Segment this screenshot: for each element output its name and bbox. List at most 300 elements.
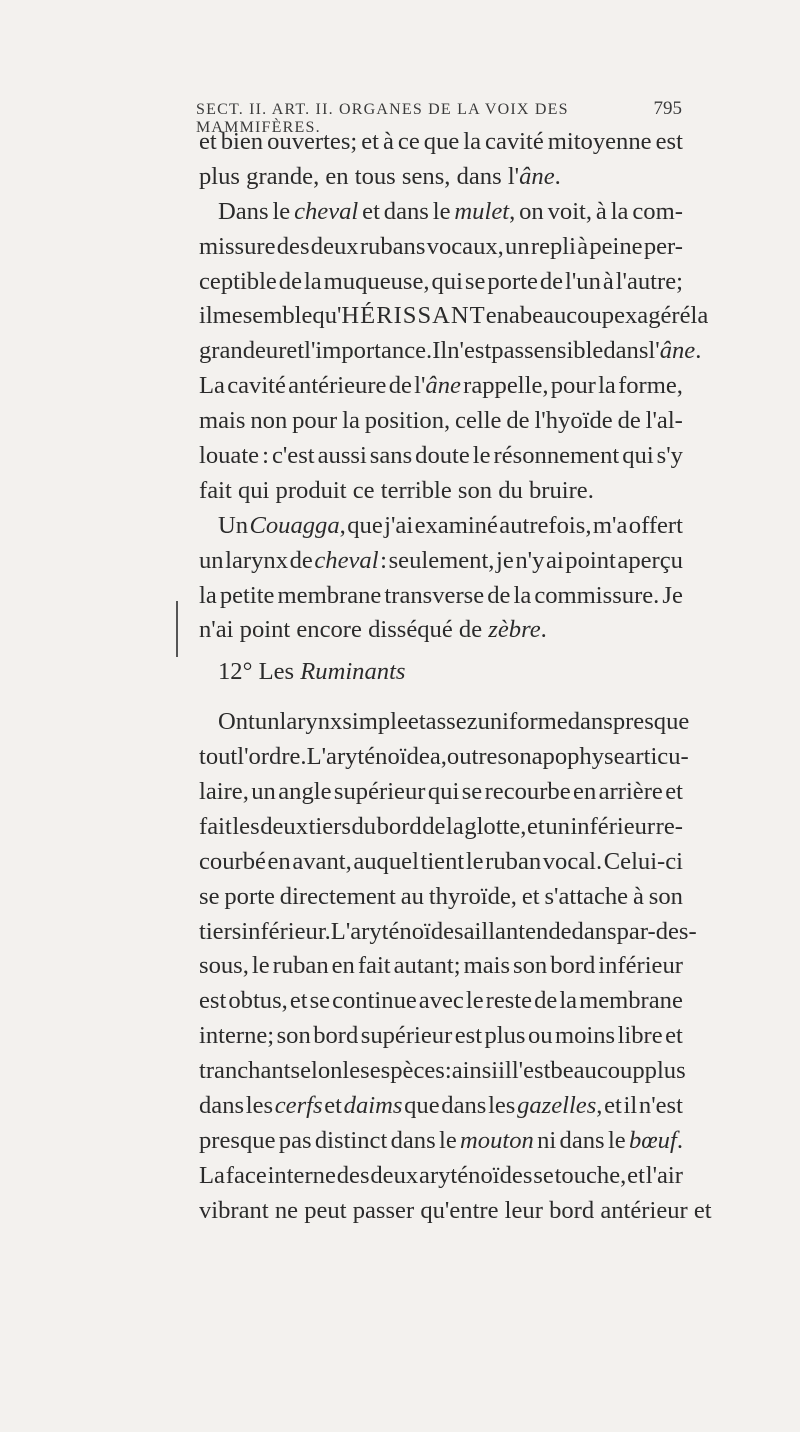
word: bien (220, 128, 264, 155)
word: il (623, 1092, 638, 1120)
word: exagéré (614, 302, 691, 330)
word: selon (290, 1057, 343, 1085)
word: rappelle, (463, 372, 549, 400)
word: Celui-ci (603, 847, 683, 875)
text-line (199, 775, 683, 810)
paragraph-group-2 (199, 705, 712, 1228)
word: il (199, 302, 213, 330)
word: beaucoup (519, 302, 615, 330)
word: vibrant (199, 1196, 269, 1224)
word: et (693, 1196, 712, 1224)
word: le (438, 1126, 457, 1154)
word: libre (617, 1022, 663, 1050)
word: presque (199, 1126, 276, 1154)
word: plus (484, 1022, 526, 1050)
word: et (407, 708, 426, 736)
word: mais (463, 952, 511, 980)
word: l'al- (645, 407, 683, 435)
word: qui (622, 442, 654, 470)
word: aryténoïdes (419, 1161, 533, 1189)
word: à (577, 232, 589, 260)
word: son (648, 882, 683, 910)
word: directement (279, 882, 396, 910)
word: encore (296, 616, 362, 644)
text-line (199, 1124, 683, 1159)
text-line (199, 705, 690, 740)
word: grande, (246, 162, 320, 190)
word: interne (267, 1161, 336, 1189)
word: les (232, 812, 260, 840)
word: assez (425, 708, 478, 736)
word: forme, (618, 372, 683, 400)
word: thyroïde, (428, 882, 517, 910)
word: dans (441, 1092, 487, 1120)
word: peine (589, 232, 643, 260)
word: le (465, 987, 484, 1015)
word: l'hyoïde (534, 407, 613, 435)
word: se (199, 882, 220, 910)
word: l'est (511, 1057, 551, 1085)
word: l'âne. (507, 162, 561, 190)
word: position, (364, 407, 451, 435)
text-line (199, 1194, 712, 1229)
word: du (351, 812, 377, 840)
word: la (690, 302, 709, 330)
word: son (497, 743, 532, 771)
word: produit (275, 476, 347, 504)
word: ouvertes; (267, 128, 358, 155)
text-line (199, 949, 683, 984)
word: m'a (592, 511, 628, 539)
word: un (251, 778, 276, 806)
word: son (276, 1022, 311, 1050)
word: examiné (414, 511, 498, 539)
word: supérieur (360, 1022, 453, 1050)
word: sous, (199, 952, 249, 980)
word: le (465, 847, 484, 875)
text-line (199, 1054, 686, 1089)
word: n'est (447, 337, 492, 365)
word: La (199, 1161, 225, 1189)
word: ruban (485, 847, 542, 875)
word: antérieure (288, 372, 387, 400)
word: terrible (380, 476, 452, 504)
word: mais (199, 407, 246, 435)
section-heading-title: Ruminants (300, 658, 406, 686)
word: à (595, 197, 607, 225)
word: n'est (638, 1092, 683, 1120)
word: deux (370, 1161, 419, 1189)
section-heading-text: Les (258, 658, 295, 686)
word: tient (420, 847, 465, 875)
word: pour (550, 372, 596, 400)
word: et (289, 987, 308, 1015)
text-line (199, 334, 702, 369)
word: fait (357, 952, 391, 980)
word: est (454, 1022, 483, 1050)
word: la (598, 372, 616, 400)
word: louate (199, 442, 260, 470)
word: ou (527, 1022, 553, 1050)
word: un (254, 708, 280, 736)
word: peut (304, 1196, 347, 1224)
word: cavité (227, 372, 286, 400)
text-line (199, 915, 697, 950)
word: bord (313, 1022, 359, 1050)
text-line (199, 230, 683, 265)
word: touche, (554, 1161, 627, 1189)
margin-rule (176, 601, 178, 657)
word: non (250, 407, 288, 435)
running-head-title: SECT. II. ART. II. ORGANES DE LA VOIX DES MAMMIFÈRES. (196, 101, 569, 136)
word: fait (199, 812, 232, 840)
word: cavité (485, 128, 544, 155)
word: larynx (225, 546, 289, 574)
word: a (508, 302, 520, 330)
word: me (212, 302, 243, 330)
word: est (655, 128, 683, 155)
text-line (199, 1159, 683, 1194)
word: cheval (314, 546, 379, 574)
word: dans (199, 1092, 245, 1120)
word: leur (504, 1196, 543, 1224)
word: dans (559, 1126, 605, 1154)
word: de (278, 267, 303, 295)
word: bord (550, 952, 596, 980)
word: la (303, 267, 322, 295)
word: ai (545, 546, 564, 574)
word: la (559, 987, 578, 1015)
word: : (380, 546, 387, 574)
word: inférieur (598, 952, 683, 980)
word: point (239, 616, 291, 644)
word: grandeur (199, 337, 287, 365)
word: supérieur (333, 778, 426, 806)
word: deux (310, 232, 359, 260)
word: aussi (317, 442, 367, 470)
word: obtus, (228, 987, 288, 1015)
word: espèces: (369, 1057, 452, 1085)
word: il (498, 1057, 512, 1085)
word: la (446, 812, 464, 840)
word: porte (224, 882, 275, 910)
word: plus (644, 1057, 686, 1085)
word: le (607, 1126, 626, 1154)
word: face (225, 1161, 267, 1189)
word: par-des- (616, 917, 697, 945)
word: se (533, 1161, 554, 1189)
word: à (602, 267, 614, 295)
word: larynx (279, 708, 343, 736)
word: per- (643, 232, 683, 260)
text-line (199, 984, 683, 1019)
word: qui (431, 267, 463, 295)
word: et (362, 197, 380, 225)
word: deux (260, 812, 309, 840)
word: plus (199, 162, 240, 190)
body-text (199, 125, 712, 1229)
word: daims (343, 1092, 403, 1120)
word: inférieur (570, 812, 656, 840)
word: porte (487, 267, 538, 295)
word: la (342, 407, 360, 435)
word: en (267, 847, 291, 875)
word: antérieur (600, 1196, 688, 1224)
word: un (505, 232, 530, 260)
text-line (199, 439, 683, 474)
word: pour (292, 407, 338, 435)
word: le (272, 197, 291, 225)
word: membrane (277, 581, 382, 609)
word: n'ai (199, 616, 234, 644)
text-line (199, 299, 709, 334)
word: La (199, 372, 225, 400)
word: autrefois, (499, 511, 592, 539)
word: disséqué (368, 616, 453, 644)
word: zèbre. (488, 616, 547, 644)
word: la (513, 581, 532, 609)
section-heading (199, 655, 683, 690)
word: l'âne. (648, 337, 702, 365)
word: à (632, 882, 644, 910)
word: de (506, 407, 530, 435)
word: et (286, 337, 305, 365)
word: et (627, 1161, 645, 1189)
word: en (325, 162, 349, 190)
text-line (199, 740, 689, 775)
word: de (534, 987, 558, 1015)
text-line (199, 404, 683, 439)
word: presque (612, 708, 690, 736)
word: résonnement (493, 442, 620, 470)
word: la (463, 128, 482, 155)
word: l'air (645, 1161, 683, 1189)
text-line (199, 845, 683, 880)
paragraph-group-1 (199, 125, 709, 648)
word: sens, (401, 162, 451, 190)
word: aperçu (617, 546, 683, 574)
word: reste (485, 987, 533, 1015)
word: qu'HÉRISSANT (312, 302, 486, 330)
word: inférieur. (241, 917, 331, 945)
word: et (665, 1022, 683, 1050)
word: de (458, 616, 483, 644)
word: autant; (393, 952, 461, 980)
word: au (400, 882, 424, 910)
text-line (199, 509, 683, 544)
word: missure (199, 232, 276, 260)
word: l'âne (414, 372, 461, 400)
word: Couagga, (249, 511, 346, 539)
word: ce (352, 476, 375, 504)
text-line (199, 1019, 683, 1054)
word: dans (456, 162, 502, 190)
word: a, (429, 743, 447, 771)
word: dans (383, 197, 429, 225)
word: muqueuse, (323, 267, 430, 295)
word: l'importance. (304, 337, 433, 365)
word: L'aryténoïde (330, 917, 455, 945)
word: qui (237, 476, 270, 504)
word: recourbe (484, 778, 571, 806)
word: angle (278, 778, 332, 806)
word: ceptible (199, 267, 277, 295)
word: tout (199, 743, 238, 771)
word: simple (342, 708, 408, 736)
word: semble (242, 302, 313, 330)
word: uniforme (477, 708, 568, 736)
word: on (519, 197, 544, 225)
word: qui (427, 778, 460, 806)
word: arrière (598, 778, 663, 806)
word: tiers (308, 812, 351, 840)
word: de (487, 581, 511, 609)
word: cerfs (274, 1092, 323, 1120)
word: son (457, 476, 493, 504)
word: en (525, 917, 549, 945)
word: articu- (624, 743, 689, 771)
word: gazelles, (517, 1092, 603, 1120)
word: s'y (656, 442, 683, 470)
word: et (199, 128, 217, 155)
text-line (199, 1089, 683, 1124)
word: que (423, 128, 460, 155)
word: de (388, 372, 412, 400)
word: et (361, 128, 379, 155)
word: les (488, 1092, 516, 1120)
word: dans (567, 708, 613, 736)
word: voit, (547, 197, 593, 225)
word: dedans (548, 917, 617, 945)
word: dans (603, 337, 649, 365)
word: tranchant (199, 1057, 291, 1085)
word: bord (549, 1196, 595, 1224)
word: du (498, 476, 523, 504)
word: cheval (294, 197, 359, 225)
text-line (199, 265, 683, 300)
word: un (545, 812, 570, 840)
word: offert (628, 511, 683, 539)
text-line (199, 810, 683, 845)
word: fait (199, 476, 232, 504)
word: doute (415, 442, 470, 470)
word: de (289, 546, 313, 574)
word: le (251, 952, 270, 980)
section-number: 12° (218, 658, 253, 686)
word: Dans (218, 197, 269, 225)
word: ne (274, 1196, 299, 1224)
word: en (573, 778, 597, 806)
word: Ont (218, 708, 255, 736)
word: et (324, 1092, 342, 1120)
word: bord (376, 812, 422, 840)
word: avant, (292, 847, 352, 875)
word: l'ordre. (237, 743, 307, 771)
word: bœuf. (628, 1126, 683, 1154)
word: point (565, 546, 616, 574)
word: se (461, 778, 483, 806)
word: le (472, 442, 491, 470)
word: en (331, 952, 355, 980)
word: Il (432, 337, 448, 365)
word: se (309, 987, 331, 1015)
word: apophyse (531, 743, 625, 771)
word: bruire. (528, 476, 594, 504)
word: mitoyenne (547, 128, 652, 155)
word: outre (446, 743, 498, 771)
word: j'ai (384, 511, 414, 539)
word: passer (352, 1196, 415, 1224)
word: ruban (272, 952, 329, 980)
word: avec (418, 987, 464, 1015)
word: de (422, 812, 446, 840)
word: dans (390, 1126, 436, 1154)
word: un (199, 546, 224, 574)
word: re- (655, 812, 683, 840)
word: com- (632, 197, 683, 225)
word: ce (397, 128, 420, 155)
word: des (276, 232, 310, 260)
word: et (521, 882, 540, 910)
word: et (665, 778, 683, 806)
word: courbé (199, 847, 266, 875)
word: ni (537, 1126, 557, 1154)
word: moins (555, 1022, 616, 1050)
page-number: 795 (653, 98, 682, 119)
word: à (383, 128, 394, 155)
word: mulet, (454, 197, 516, 225)
word: pas (278, 1126, 312, 1154)
word: la (199, 581, 217, 609)
word: repli (530, 232, 576, 260)
word: c'est (271, 442, 315, 470)
word: vocaux, (426, 232, 504, 260)
word: son (513, 952, 548, 980)
word: rubans (359, 232, 426, 260)
word: je (496, 546, 514, 574)
word: que (404, 1092, 440, 1120)
word: glotte, (464, 812, 527, 840)
word: petite (219, 581, 275, 609)
word: l'un (565, 267, 601, 295)
word: en (485, 302, 509, 330)
word: sensible (524, 337, 604, 365)
word: sans (369, 442, 413, 470)
word: les (342, 1057, 370, 1085)
word: celle (455, 407, 502, 435)
word: tiers (199, 917, 242, 945)
word: saillant (454, 917, 526, 945)
text-line (199, 195, 683, 230)
word: beaucoup (550, 1057, 645, 1085)
text-line (199, 369, 683, 404)
word: membrane (579, 987, 683, 1015)
text-line (199, 579, 683, 614)
word: l'autre; (615, 267, 683, 295)
text-line (199, 474, 683, 509)
word: se (464, 267, 486, 295)
word: qu'entre (420, 1196, 499, 1224)
word: distinct (314, 1126, 388, 1154)
word: les (245, 1092, 274, 1120)
word: s'attache (544, 882, 629, 910)
word: et (527, 812, 545, 840)
word: auquel (353, 847, 419, 875)
word: continue (332, 987, 417, 1015)
word: transverse (384, 581, 485, 609)
word: de (617, 407, 641, 435)
word: vocal. (542, 847, 603, 875)
